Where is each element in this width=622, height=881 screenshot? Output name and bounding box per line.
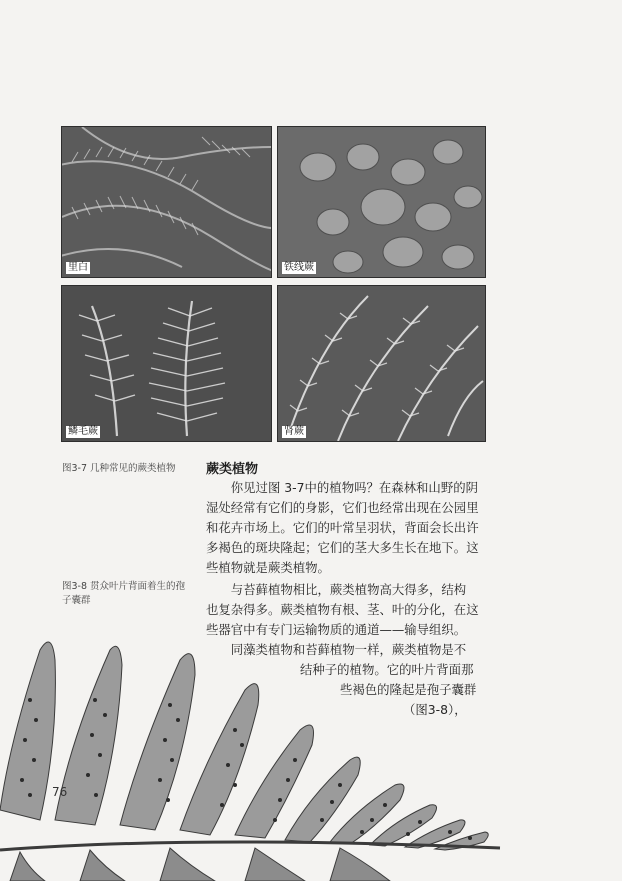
photo-libai: [61, 126, 272, 278]
photo-linmaojue: [61, 285, 272, 442]
figure-3-7-caption: 图3-7 几种常见的蕨类植物: [62, 463, 176, 474]
fern-photo-image: [62, 286, 271, 441]
paragraph-line: 与苔藓植物相比，蕨类植物高大得多，结构: [206, 582, 467, 597]
paragraph-line: （图3-8），: [403, 702, 467, 717]
paragraph-line: 湿处经常有它们的身影，它们也经常出现在公园里: [206, 500, 479, 515]
paragraph-line: 些植物就是蕨类植物。: [206, 560, 330, 575]
figure-3-8-caption: [62, 580, 185, 608]
photo-label: 里白: [68, 262, 88, 273]
photo-tiexianjue: [277, 126, 486, 278]
caption-line: 图3-8 贯众叶片背面着生的孢: [62, 581, 186, 592]
paragraph-line: 同藻类植物和苔藓植物一样，蕨类植物是不: [206, 642, 467, 657]
paragraph-line: 你见过图 3-7中的植物吗？在森林和山野的阴: [206, 480, 478, 495]
fern-photo-image: [62, 127, 271, 277]
photo-label: 鳞毛蕨: [68, 426, 98, 437]
paragraph-line: 多褐色的斑块隆起；它们的茎大多生长在地下。这: [206, 540, 479, 555]
paragraph-line: 结种子的植物。它的叶片背面那: [300, 662, 474, 677]
paragraph-line: 些器官中有专门运输物质的通道——输导组织。: [206, 622, 467, 637]
page-number: 76: [52, 785, 68, 799]
photo-label: 铁线蕨: [284, 262, 314, 273]
fern-photo-image: [278, 286, 485, 441]
paragraph-line: 些褐色的隆起是孢子囊群: [340, 682, 477, 697]
paragraph-line: 和花卉市场上。它们的叶常呈羽状，背面会长出许: [206, 520, 479, 535]
caption-line: 子囊群: [62, 595, 91, 606]
paragraph-line: 也复杂得多。蕨类植物有根、茎、叶的分化，在这: [206, 602, 479, 617]
fern-photo-image: [278, 127, 485, 277]
photo-shenjue: [277, 285, 486, 442]
section-title: 蕨类植物: [206, 462, 259, 477]
photo-label: 肾蕨: [284, 426, 304, 437]
